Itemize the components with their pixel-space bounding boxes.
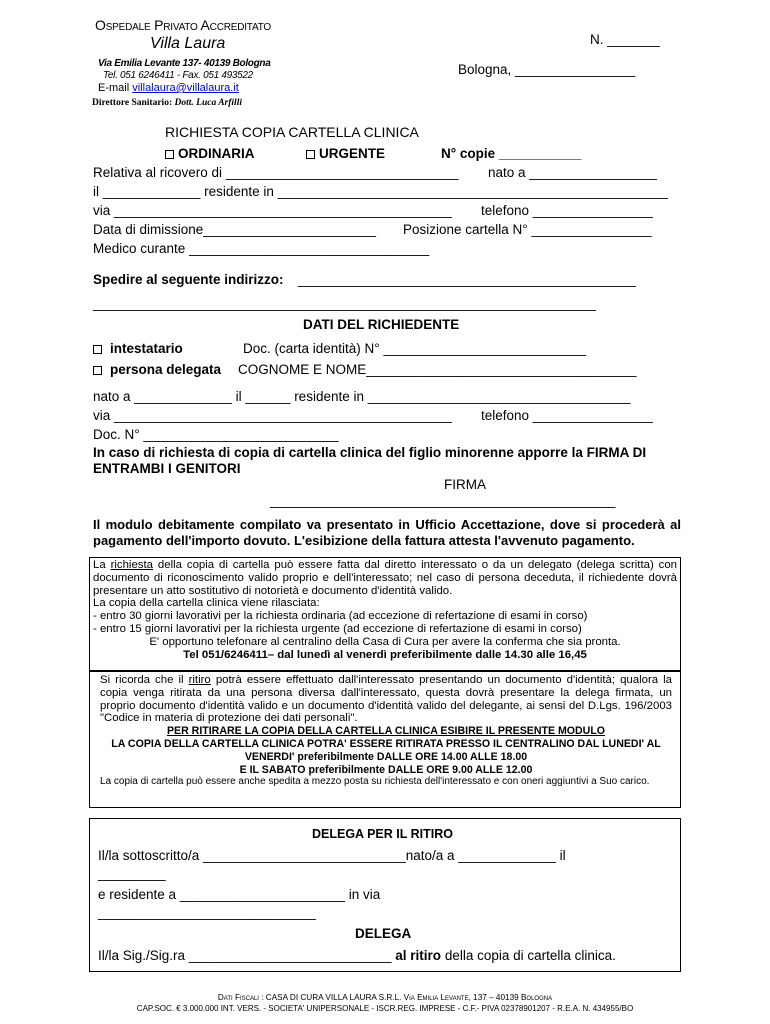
ship-line-1[interactable]: _____________________________________________ <box>298 272 636 287</box>
field-residente[interactable]: il _____________ residente in ____________________________________________________ <box>93 184 669 199</box>
option-ordinaria-label: ORDINARIA <box>178 146 255 161</box>
option-delegata[interactable] <box>93 362 221 377</box>
firma-label: FIRMA <box>444 477 486 492</box>
delegation-suffix: della copia di cartella clinica. <box>444 948 616 963</box>
field-nato-a[interactable]: nato a _________________ <box>488 165 657 180</box>
footer-line-1: Dati Fiscali : CASA DI CURA VILLA LAURA S.R.L. Via Emilia Levante, 137 – 40139 Bologna <box>217 993 553 1002</box>
firma-line[interactable]: ______________________________________________ <box>270 493 616 508</box>
checkbox-icon[interactable] <box>306 150 315 159</box>
release-intro: La copia della cartella clinica viene rilasciata: <box>93 597 320 610</box>
pickup-word: ritiro <box>188 674 211 686</box>
email-row <box>98 82 239 94</box>
ship-line-2[interactable]: ___________________________________________________________________ <box>93 296 597 311</box>
option-intestatario-label: intestatario <box>110 341 183 356</box>
delegation-line-1[interactable]: Il/la sottoscritto/a ___________________________nato/a a _____________ il <box>98 848 566 863</box>
checkbox-icon[interactable] <box>165 150 174 159</box>
delegation-box <box>89 818 681 972</box>
option-intestatario[interactable] <box>93 341 183 356</box>
delegation-line-2[interactable]: _________ <box>98 866 166 881</box>
field-via-richiedente[interactable]: via _____________________________________________ <box>93 408 452 423</box>
checkbox-icon[interactable] <box>93 366 102 375</box>
mail-option: La copia di cartella può essere anche spedita a mezzo posta su richiesta dell'interessato e con oneri aggiuntivi a Suo carico. <box>100 776 650 788</box>
director-name: Dott. Luca Arfilli <box>174 98 242 108</box>
delegation-ritiro: al ritiro <box>395 948 442 963</box>
field-doc-identita[interactable]: Doc. (carta identità) N° ___________________________ <box>243 341 587 356</box>
hospital-name: Villa Laura <box>150 35 226 52</box>
hospital-address: Via Emilia Levante 137- 40139 Bologna <box>98 58 271 69</box>
email-link[interactable]: villalaura@villalaura.it <box>132 82 239 94</box>
release-ordinary: - entro 30 giorni lavorativi per la richiesta ordinaria (ad eccezione di refertazione di esami in corso) <box>93 610 588 623</box>
delegation-word: DELEGA <box>355 926 412 941</box>
payment-notice: Il modulo debitamente compilato va presentato in Ufficio Accettazione, dove si procederà al pagamento dell'importo dovuto. L'esibizione della fattura attesta l'avvenuto pagamento. <box>93 517 681 548</box>
field-medico[interactable]: Medico curante ________________________________ <box>93 241 430 256</box>
release-urgent: - entro 15 giorni lavorativi per la richiesta urgente (ad eccezione di refertazione di esami in corso) <box>93 622 582 635</box>
requester-title: DATI DEL RICHIEDENTE <box>303 317 460 332</box>
field-posizione[interactable]: Posizione cartella N° ________________ <box>403 222 652 237</box>
option-urgente-label: URGENTE <box>319 146 386 161</box>
pickup-paragraph: Si ricorda che il ritiro potrà essere effettuato dall'interessato presentando un documento d'identità; qualora la copia venga ritirata da una persona diversa dall'interessato, questa dovrà presentare la delega firmata, un proprio documento d'identità valido e un documento d'identità valido del delegante, ai sensi del D.Lgs. 196/2003 "Codice in materia di protezione dei dati personali". <box>100 674 672 725</box>
option-ordinaria[interactable] <box>165 146 255 161</box>
footer-line-2: CAP.SOC. € 3.000.000 INT. VERS. - SOCIETA' UNIPERSONALE - ISCR.REG. IMPRESE - C.F.- PIVA 02378901207 - R.E.A. N. 434955/BO <box>136 1004 634 1013</box>
minor-note: In caso di richiesta di copia di cartella clinica del figlio minorenne apporre la FIRMA DI ENTRAMBI I GENITORI <box>93 445 647 476</box>
option-urgente[interactable] <box>306 146 385 161</box>
delegation-line-3[interactable]: e residente a ______________________ in via <box>98 887 381 902</box>
phone-advice: E' opportuno telefonare al centralino della Casa di Cura per avere la conferma che sia pronta. <box>149 635 621 648</box>
field-doc-no[interactable]: Doc. N° __________________________ <box>93 427 339 442</box>
pickup-hours-week: LA COPIA DELLA CARTELLA CLINICA POTRA' ESSERE RITIRATA PRESSO IL CENTRALINO DAL LUNEDI' AL VENERDI' preferibilmente DALLE ORE 14.00 ALLE 18.00 <box>111 737 661 763</box>
form-title: RICHIESTA COPIA CARTELLA CLINICA <box>165 124 419 140</box>
hospital-phone: Tel. 051 6246411 - Fax. 051 493522 <box>103 70 253 81</box>
option-delegata-label: persona delegata <box>110 362 222 377</box>
field-dimissione[interactable]: Data di dimissione_______________________ <box>93 222 376 237</box>
request-word: richiesta <box>110 559 153 571</box>
request-paragraph: La richiesta della copia di cartella può essere fatta dal diretto interessato o da un delegato (delega scritta) con documento di riconoscimento valido proprio e dell'interessato; nel caso di persona deceduta, il richiedente dovrà presentare un atto sostitutivo di notorietà e documento d'identità valido. <box>93 559 677 597</box>
director-label: Direttore Sanitario: <box>92 98 173 108</box>
field-cognome-nome[interactable]: COGNOME E NOME____________________________________ <box>238 362 637 377</box>
delegation-title: DELEGA PER IL RITIRO <box>312 827 453 841</box>
info-box-request <box>89 557 681 671</box>
field-telefono-richiedente[interactable]: telefono ________________ <box>481 408 653 423</box>
delegation-line-5[interactable] <box>98 948 616 963</box>
phone-hours: Tel 051/6246411– dal lunedì al venerdì preferibilmente dalle 14.30 alle 16,45 <box>183 648 587 661</box>
field-via[interactable]: via _____________________________________________ <box>93 203 452 218</box>
pickup-hours-saturday: E IL SABATO preferibilmente DALLE ORE 9.00 ALLE 12.00 <box>239 763 533 776</box>
delegation-line-4[interactable]: _____________________________ <box>98 905 316 920</box>
field-telefono[interactable]: telefono ________________ <box>481 203 653 218</box>
checkbox-icon[interactable] <box>93 345 102 354</box>
ship-label: Spedire al seguente indirizzo: <box>93 272 284 287</box>
delegation-sig-field[interactable]: Il/la Sig./Sig.ra ___________________________ <box>98 948 392 963</box>
email-label: E-mail <box>98 82 130 94</box>
pickup-exhibit: PER RITIRARE LA COPIA DELLA CARTELLA CLINICA ESIBIRE IL PRESENTE MODULO <box>166 725 606 738</box>
field-nato-residente[interactable]: nato a _____________ il ______ residente in ___________________________________ <box>93 389 631 404</box>
hospital-line: Ospedale Privato Accreditato <box>95 17 272 33</box>
director-row <box>92 98 242 108</box>
info-box-pickup <box>89 671 681 808</box>
copies-field[interactable]: N° copie ___________ <box>441 146 582 161</box>
city-date[interactable]: Bologna, ________________ <box>458 62 636 77</box>
field-ricovero[interactable]: Relativa al ricovero di _______________________________ <box>93 165 459 180</box>
request-number[interactable]: N. _______ <box>590 32 660 47</box>
